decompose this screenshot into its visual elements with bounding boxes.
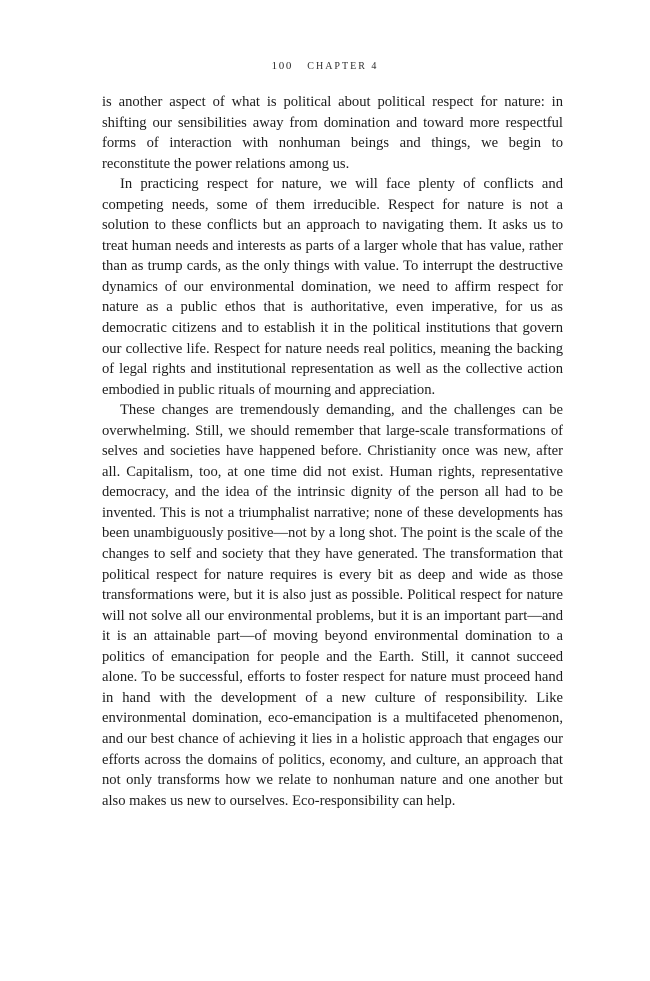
page-number: 100 [271,60,293,72]
paragraph-respect-for-nature: In practicing respect for nature, we will face plenty of conflicts and competing needs, some of them irreducible. Respect for nature is not a solution to these conflicts but an approach to navigating them. It asks us to treat human needs and interests as parts of a larger whole that has value, rather than as trump cards, as the only things with value. To interrupt the destructive dynamics of our environmental domination, we need to affirm respect for nature as a public ethos that is authoritative, even imperative, for us as democratic citizens and to establish it in the political institutions that govern our collective life. Respect for nature needs real politics, meaning the backing of legal rights and institutional representation as well as the collective action embodied in public rituals of mourning and appreciation. [102,176,563,398]
running-head [0,60,650,72]
chapter-label: CHAPTER 4 [307,61,379,72]
paragraph-continuation: is another aspect of what is political about political respect for nature: in shifting our sensibilities away from domination and toward more respectful forms of interaction with nonhuman beings and things, we begin to reconstitute the power relations among us. [102,94,563,172]
paragraph-transformations: These changes are tremendously demanding, and the challenges can be overwhelming. Still, we should remember that large-scale transformations of selves and societies have happened before. Christianity once was new, after all. Capitalism, too, at one time did not exist. Human rights, representative democracy, and the idea of the intrinsic dignity of the person all had to be invented. This is not a triumphalist narrative; none of these developments has been unambiguously positive—not by a long shot. The point is the scale of the changes to self and society that they have generated. The transformation that political respect for nature requires is every bit as deep and wide as those transformations were, but it is also just as possible. Political respect for nature will not solve all our environmental problems, but it is an important part—and it is an attainable part—of moving beyond environmental domination to a politics of emancipation for people and the Earth. Still, it cannot succeed alone. To be successful, efforts to foster respect for nature must proceed hand in hand with the development of a new culture of responsibility. Like environmental domination, eco-emancipation is a multifaceted phenomenon, and our best chance of achieving it lies in a holistic approach that engages our efforts across the domains of politics, economy, and culture, an approach that not only transforms how we relate to nonhuman nature and one another but also makes us new to ourselves. Eco-responsibility can help. [102,402,563,809]
body-text [102,92,563,811]
